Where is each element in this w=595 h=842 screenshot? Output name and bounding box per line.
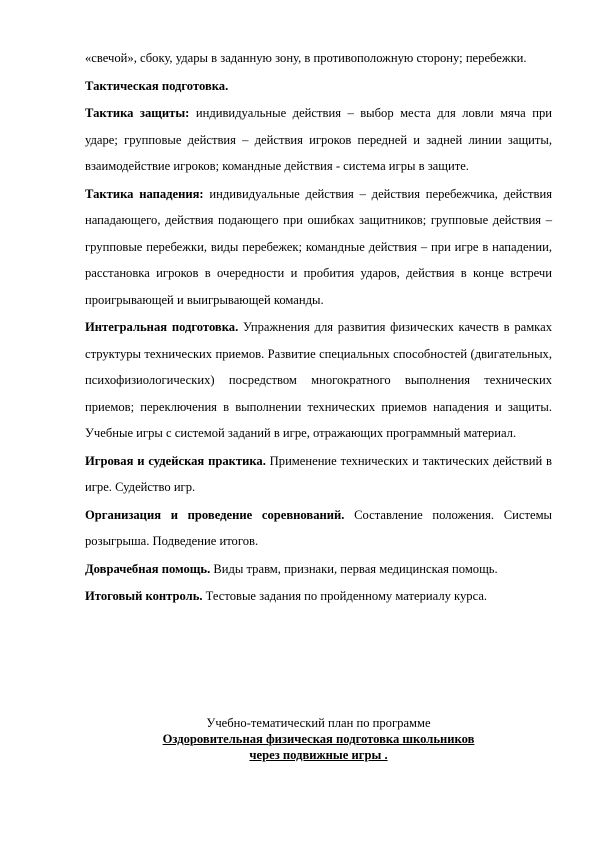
paragraph-lead: Доврачебная помощь.	[85, 561, 211, 576]
paragraph-integral-training	[85, 314, 552, 447]
paragraph-first-aid	[85, 556, 552, 583]
paragraph-lead: Итоговый контроль.	[85, 589, 203, 603]
paragraph-text: Тестовые задания по пройденному материалу курса.	[202, 589, 488, 603]
plan-caption: Учебно-тематический план по программе	[206, 716, 431, 730]
paragraph-defense-tactics	[85, 100, 552, 180]
paragraph-text: Составление положения. Системы розыгрыша. Подведение итогов.	[85, 507, 553, 548]
paragraph-text: индивидуальные действия – выбор места для ловли мяча при ударе; групповые действия – действия игроков передней и задней линии защиты, взаимодействие игроков; командные действия - система игры в защите.	[85, 106, 552, 173]
paragraph-attack-tactics	[85, 181, 552, 314]
paragraph-text: Упражнения для развития физических качеств в рамках структуры технических приемов. Развитие специальных способностей (двигательных, психофизиологических) посредством многократного выполнения технических приемов; переключения в выполнении технических приемов нападения и защиты. Учебные игры с системой заданий в игре, отражающих программный материал.	[85, 320, 552, 440]
paragraph-game-practice	[85, 448, 552, 501]
section-heading-tactical	[85, 73, 552, 100]
paragraph-text: «свечой», сбоку, удары в заданную зону, в противоположную сторону; перебежки.	[85, 51, 527, 65]
program-subtitle: через подвижные игры .	[249, 748, 388, 762]
paragraph-final-control	[85, 583, 552, 610]
paragraph-lead: Интегральная подготовка.	[85, 320, 239, 334]
program-title: Оздоровительная физическая подготовка школьников	[162, 732, 475, 746]
paragraph-lead: Организация и проведение соревнований.	[85, 507, 345, 522]
paragraph-text: Виды травм, признаки, первая медицинская помощь.	[210, 561, 498, 576]
paragraph-lead: Тактика нападения:	[85, 186, 204, 201]
paragraph-intro	[85, 45, 552, 72]
paragraph-competitions	[85, 502, 552, 555]
paragraph-lead: Игровая и судейская практика.	[85, 453, 266, 468]
paragraph-lead: Тактическая подготовка.	[85, 78, 229, 93]
paragraph-text: Применение технических и тактических действий в игре. Судейство игр.	[85, 453, 552, 494]
plan-title-block	[85, 715, 552, 763]
paragraph-lead: Тактика защиты:	[85, 106, 190, 120]
paragraph-text: индивидуальные действия – действия перебежчика, действия нападающего, действия подающего при ошибках защитников; групповые действия – групповые перебежки, виды перебежек; командные действия – при игре в нападении, расстановка игроков в очередности и пробития ударов, действия в конце встречи проигрывающей и выигрывающей команды.	[85, 186, 552, 307]
document-body	[85, 45, 552, 611]
